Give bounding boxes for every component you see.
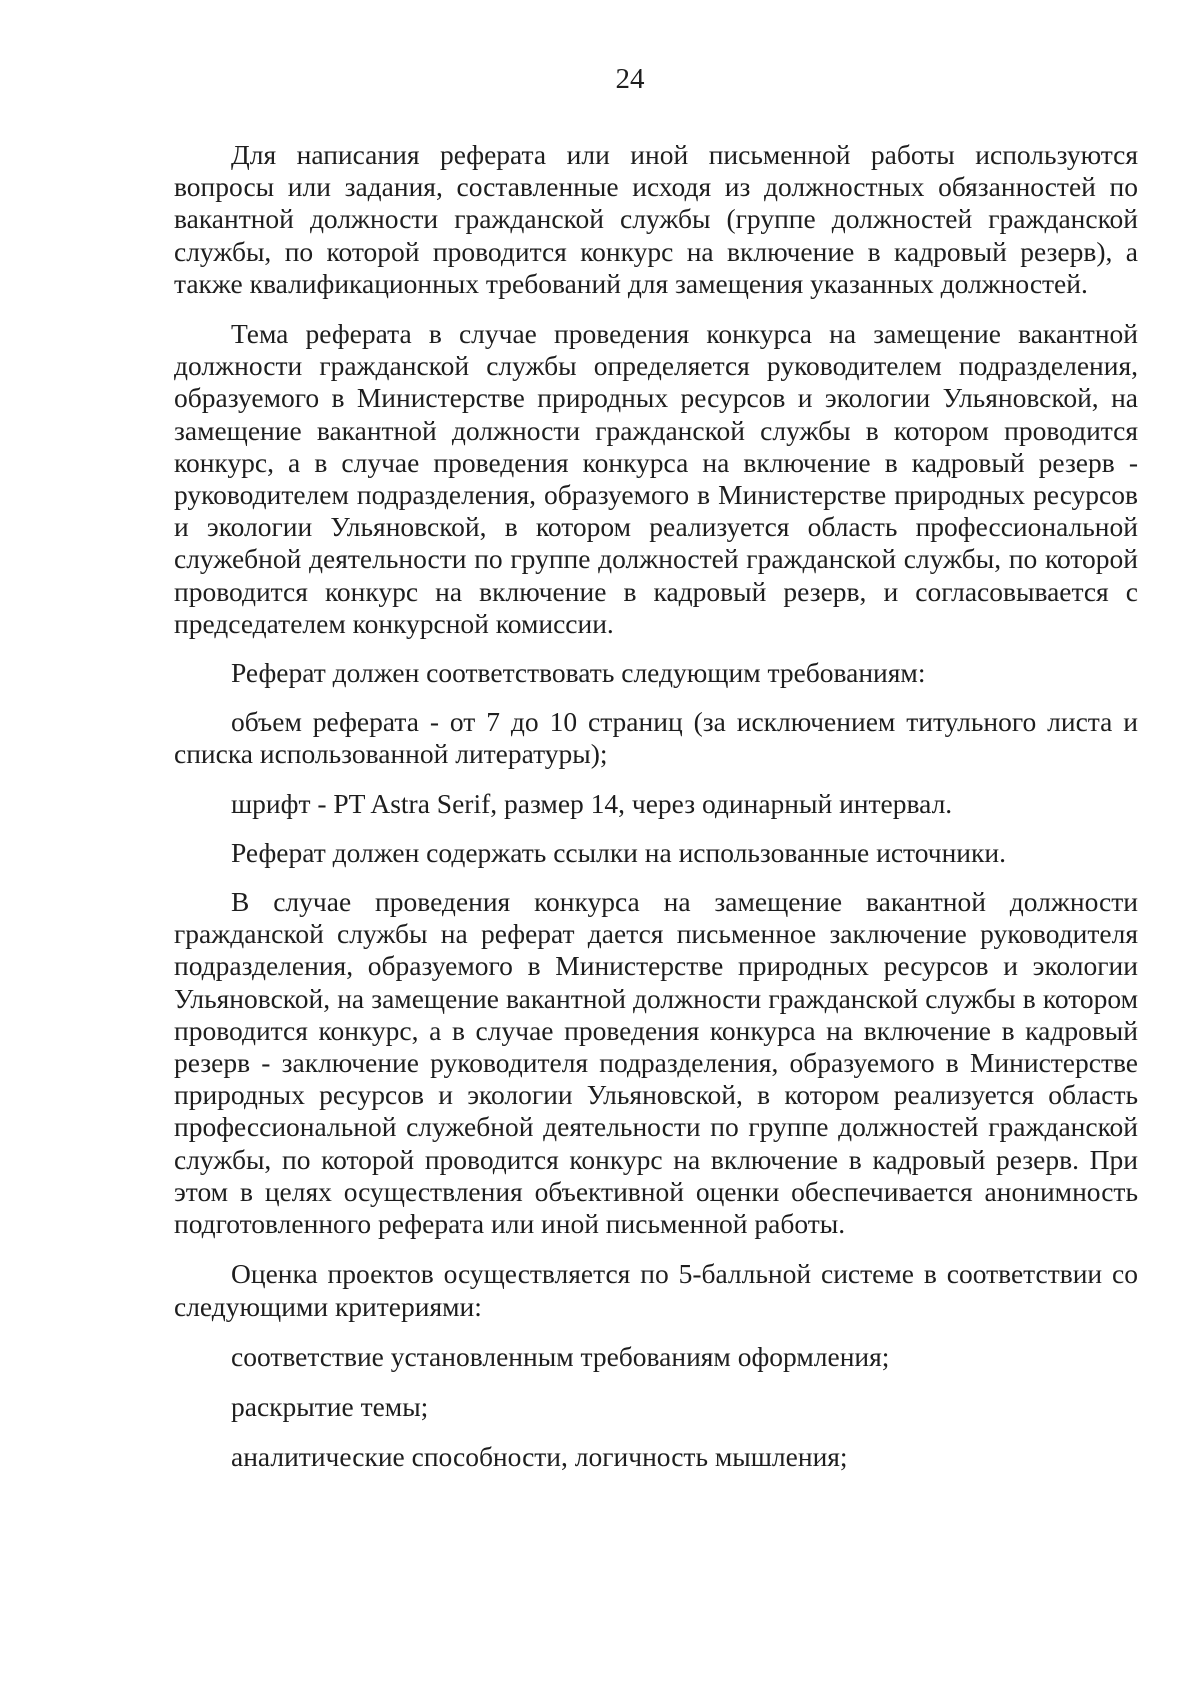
paragraph-font-requirement: шрифт - PT Astra Serif, размер 14, через одинарный интервал. bbox=[231, 787, 953, 819]
paragraph-essay-topic: Тема реферата в случае проведения конкурса на замещение вакантной должности гражданской службы определяется руководителем подразделения, образуемого в Министерстве природных ресурсов и экологии Ульяновской, на замещение вакантной должности гражданской службы в котором проводится конкурс, а в случае проведения конкурса на включение в кадровый резерв - руководителем подразделения, образуемого в Министерстве природных ресурсов и экологии Ульяновской, в котором реализуется область профессиональной служебной деятельности по группе должностей гражданской службы, по которой проводится конкурс на включение в кадровый резерв, и согласовывается с председателем конкурсной комиссии. bbox=[174, 318, 1138, 639]
page-number: 24 bbox=[615, 63, 645, 95]
document-body bbox=[174, 139, 1138, 1473]
paragraph-references-requirement: Реферат должен содержать ссылки на использованные источники. bbox=[231, 836, 1006, 868]
list-item-formatting: соответствие установленным требованиям оформления; bbox=[231, 1340, 890, 1372]
paragraph-volume-requirement: объем реферата - от 7 до 10 страниц (за исключением титульного листа и списка использованной литературы); bbox=[174, 706, 1138, 770]
paragraph-requirements-intro: Реферат должен соответствовать следующим требованиям: bbox=[231, 657, 926, 689]
paragraph-essay-questions: Для написания реферата или иной письменной работы используются вопросы или задания, составленные исходя из должностных обязанностей по вакантной должности гражданской службы (группе должностей гражданской службы, по которой проводится конкурс на включение в кадровый резерв), а также квалификационных требований для замещения указанных должностей. bbox=[174, 139, 1138, 299]
paragraph-evaluation-intro: Оценка проектов осуществляется по 5-балльной системе в соответствии со следующими критериями: bbox=[174, 1258, 1138, 1322]
list-item-topic-coverage: раскрытие темы; bbox=[231, 1390, 429, 1422]
list-item-analytical-skills: аналитические способности, логичность мышления; bbox=[231, 1441, 848, 1473]
paragraph-written-conclusion: В случае проведения конкурса на замещение вакантной должности гражданской службы на реферат дается письменное заключение руководителя подразделения, образуемого в Министерстве природных ресурсов и экологии Ульяновской, на замещение вакантной должности гражданской службы в котором проводится конкурс, а в случае проведения конкурса на включение в кадровый резерв - заключение руководителя подразделения, образуемого в Министерстве природных ресурсов и экологии Ульяновской, в котором реализуется область профессиональной служебной деятельности по группе должностей гражданской службы, по которой проводится конкурс на включение в кадровый резерв. При этом в целях осуществления объективной оценки обеспечивается анонимность подготовленного реферата или иной письменной работы. bbox=[174, 886, 1138, 1240]
